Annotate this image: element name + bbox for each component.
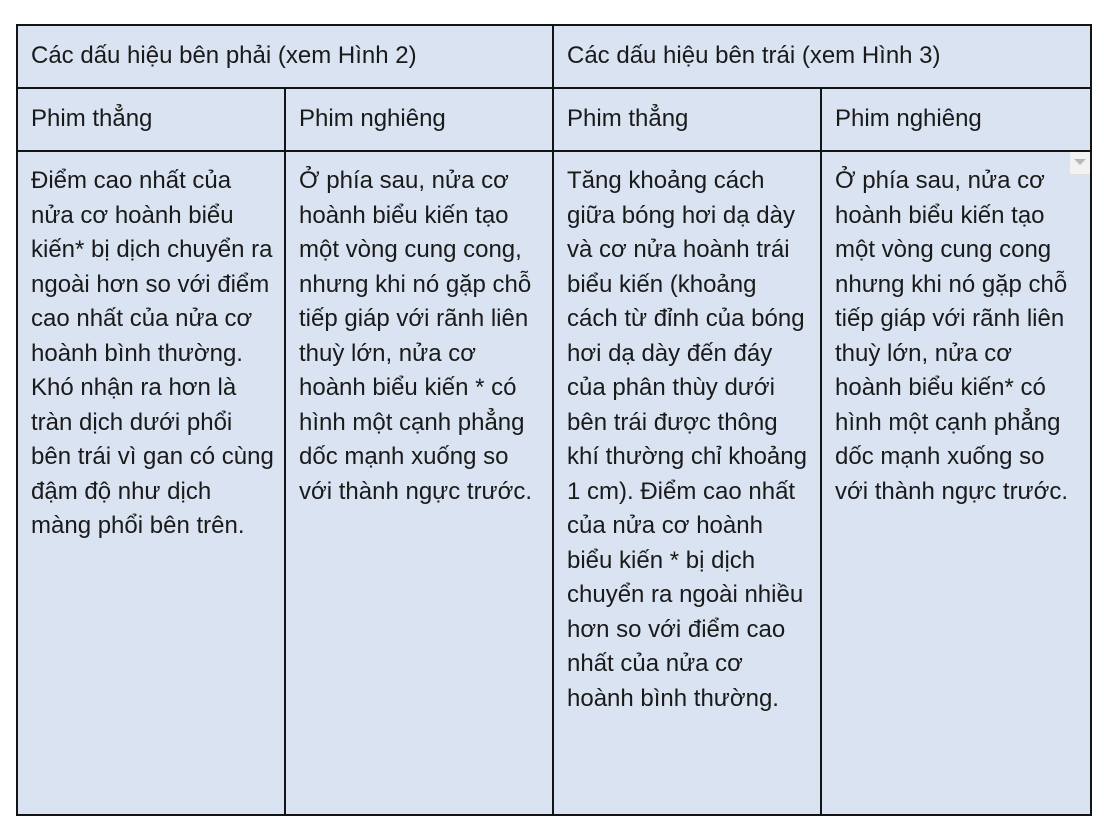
subheader-left-frontal: Phim thẳng [553,88,821,151]
cell-left-frontal: Tăng khoảng cách giữa bóng hơi dạ dày và cơ nửa hoành trái biểu kiến (khoảng cách từ đỉnh của bóng hơi dạ dày đến đáy của phân thùy dưới bên trái được thông khí thường chỉ khoảng 1 cm). Điểm cao nhất của nửa cơ hoành biểu kiến * bị dịch chuyển ra ngoài nhiều hơn so với điểm cao nhất của nửa cơ hoành bình thường. [553,151,821,815]
cell-right-frontal: Điểm cao nhất của nửa cơ hoành biểu kiến* bị dịch chuyển ra ngoài hơn so với điểm cao nhất của nửa cơ hoành bình thường. Khó nhận ra hơn là tràn dịch dưới phổi bên trái vì gan có cùng đậm độ như dịch màng phổi bên trên. [17,151,285,815]
comparison-table [16,24,1092,816]
chevron-down-icon[interactable] [1069,152,1090,175]
subheader-row [17,88,1091,151]
subheader-left-lateral: Phim nghiêng [821,88,1091,151]
cell-left-lateral-text: Ở phía sau, nửa cơ hoành biểu kiến tạo một vòng cung cong nhưng khi nó gặp chỗ tiếp giáp với rãnh liên thuỳ lớn, nửa cơ hoành biểu kiến* có hình một cạnh phẳng dốc mạnh xuống so với thành ngực trước. [835,167,1069,505]
content-row [17,151,1091,815]
header-left-signs: Các dấu hiệu bên trái (xem Hình 3) [553,25,1091,88]
subheader-right-frontal: Phim thẳng [17,88,285,151]
subheader-right-lateral: Phim nghiêng [285,88,553,151]
header-right-signs: Các dấu hiệu bên phải (xem Hình 2) [17,25,553,88]
cell-right-lateral: Ở phía sau, nửa cơ hoành biểu kiến tạo một vòng cung cong, nhưng khi nó gặp chỗ tiếp giáp với rãnh liên thuỳ lớn, nửa cơ hoành biểu kiến * có hình một cạnh phẳng dốc mạnh xuống so với thành ngực trước. [285,151,553,815]
cell-left-lateral [821,151,1091,815]
header-row [17,25,1091,88]
